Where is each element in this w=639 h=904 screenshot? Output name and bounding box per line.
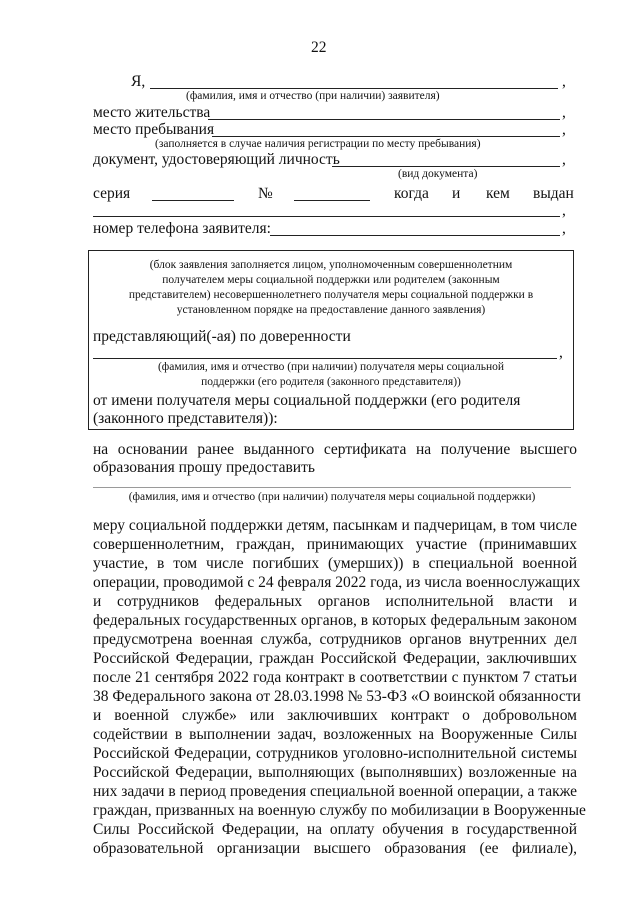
residence-label: место жительства — [93, 104, 211, 121]
rep-caption-line: представителем) несовершеннолетнего получателя меры социальной поддержки в — [128, 289, 534, 301]
doc-caption: (вид документа) — [398, 168, 478, 180]
when-label: когда — [394, 185, 429, 202]
body-line: меру социальной поддержки детям, пасынкам и падчерицам, в том числе — [93, 517, 577, 534]
series-line[interactable] — [152, 200, 234, 201]
phone-label: номер телефона заявителя: — [93, 220, 271, 237]
proxy-label: представляющий(-ая) по доверенности — [93, 328, 351, 345]
body-line: предусмотрена военная служба, сотрудников органов внутренних дел — [93, 631, 577, 648]
body-line: Российской Федерации, сотрудников уголовно-исполнительной системы — [93, 745, 577, 762]
body-line: образовательной организации высшего образования (ее филиале), — [93, 840, 577, 857]
recipient-caption-line: (фамилия, имя и отчество (при наличии) получателя меры социальной — [157, 361, 505, 373]
applicant-name-caption: (фамилия, имя и отчество (при наличии) заявителя) — [186, 90, 440, 102]
on-behalf-line: (законного представителя)): — [93, 410, 278, 427]
issued-label: выдан — [533, 185, 574, 202]
rep-caption-line: (блок заявления заполняется лицом, уполномоченным совершеннолетним — [149, 259, 513, 271]
body-line: Российской Федерации, граждан Российской Федерации, заключивших — [93, 650, 577, 667]
issued-by-line[interactable] — [93, 216, 560, 217]
body-line: них задачи в период проведения специальной военной операции, а также — [93, 783, 577, 800]
request-line-1: на основании ранее выданного сертификата на получение высшего — [93, 441, 577, 458]
comma: , — [562, 220, 566, 237]
body-line: граждан, призванных на военную службу по мобилизации в Вооруженные — [93, 802, 586, 819]
rep-caption-line: установленном порядке на предоставление данного заявления) — [176, 304, 486, 316]
on-behalf-line: от имени получателя меры социальной поддержки (его родителя — [93, 392, 521, 409]
body-line: операции, проводимой с 24 февраля 2022 года, из числа военнослужащих — [93, 574, 581, 591]
proxy-name-line[interactable] — [93, 358, 557, 359]
body-line: Российской Федерации, выполняющих (выполнявших) возложенные на — [93, 764, 577, 781]
comma: , — [562, 73, 566, 90]
body-line: федеральных государственных органов, в которых федеральным законом — [93, 612, 577, 629]
request-line-2: образования прошу предоставить — [93, 459, 315, 476]
body-line: содействии в выполнении задач, возложенных на Вооруженные Силы — [93, 726, 577, 743]
and-label: и — [452, 185, 461, 202]
comma: , — [562, 151, 566, 168]
recipient-caption-line: поддержки (его родителя (законного представителя)) — [201, 376, 461, 388]
body-line: совершеннолетним, граждан, принимающих участие (принимавших — [93, 536, 577, 553]
recipient-name-line[interactable] — [93, 487, 571, 488]
stay-label: место пребывания — [93, 121, 215, 138]
series-label: серия — [93, 185, 131, 202]
recipient-caption: (фамилия, имя и отчество (при наличии) получателя меры социальной поддержки) — [128, 491, 536, 503]
residence-line[interactable] — [208, 119, 560, 120]
body-line: и сотрудников федеральных органов исполнительной власти и — [93, 593, 577, 610]
page-number: 22 — [311, 39, 327, 56]
comma: , — [562, 202, 566, 219]
whom-label: кем — [486, 185, 510, 202]
phone-line[interactable] — [270, 235, 560, 236]
comma: , — [559, 344, 563, 361]
body-line: и военной службе» или заключивших контракт о добровольном — [93, 707, 577, 724]
number-line[interactable] — [294, 200, 370, 201]
body-line: после 21 сентября 2022 года контракт в соответствии с пунктом 7 статьи — [93, 669, 577, 686]
stay-caption: (заполняется в случае наличия регистрации по месту пребывания) — [155, 138, 481, 150]
body-line: Силы Российской Федерации, на оплату обучения в государственной — [93, 821, 577, 838]
doc-label: документ, удостоверяющий личность — [93, 151, 340, 168]
body-line: участие, в том числе погибших (умерших)) в специальной военной — [93, 555, 577, 572]
comma: , — [562, 104, 566, 121]
body-line: 38 Федерального закона от 28.03.1998 № 53-ФЗ «О воинской обязанности — [93, 688, 581, 705]
comma: , — [562, 121, 566, 138]
number-label: № — [258, 185, 273, 202]
applicant-prefix: Я, — [131, 73, 146, 90]
rep-caption-line: получателем меры социальной поддержки или родителем (законным — [162, 274, 500, 286]
